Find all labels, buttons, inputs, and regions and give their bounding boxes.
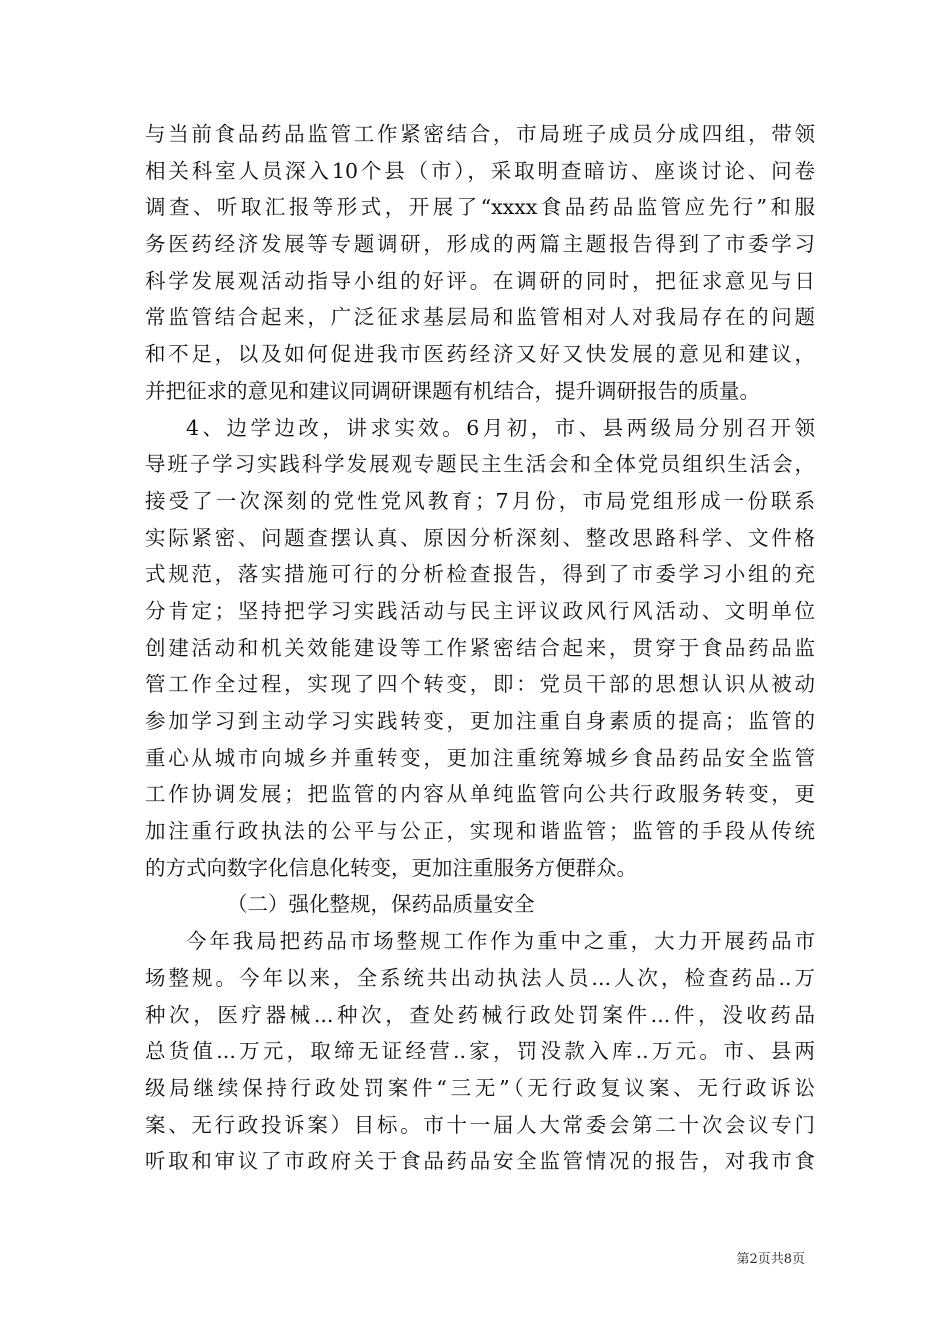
body-line: 案、无行政投诉案）目标。市十一届人大常委会第二十次会议专门 (145, 1112, 815, 1137)
body-line: 加注重行政执法的公平与公正，实现和谐监管；监管的手段从传统 (145, 819, 815, 844)
body-line: 接受了一次深刻的党性党风教育；7月份，市局党组形成一份联系 (145, 488, 815, 513)
body-line: 分肯定；坚持把学习实践活动与民主评议政风行风活动、文明单位 (145, 598, 815, 623)
body-line: 级局继续保持行政处罚案件“三无”（无行政复议案、无行政诉讼 (145, 1075, 815, 1100)
body-line: 导班子学习实践科学发展观专题民主生活会和全体党员组织生活会， (145, 452, 815, 477)
body-line: 管工作全过程，实现了四个转变，即：党员干部的思想认识从被动 (145, 672, 815, 697)
body-line: 相关科室人员深入10个县（市），采取明查暗访、座谈讨论、问卷 (145, 158, 815, 183)
body-line: 与当前食品药品监管工作紧密结合，市局班子成员分成四组，带领 (145, 122, 815, 146)
body-line: 和不足，以及如何促进我市医药经济又好又快发展的意见和建议， (145, 342, 815, 367)
body-line: 并把征求的意见和建议同调研课题有机结合，提升调研报告的质量。 (145, 378, 760, 403)
body-line: 创建活动和机关效能建设等工作紧密结合起来，贯穿于食品药品监 (145, 635, 815, 660)
body-line: 场整规。今年以来，全系统共出动执法人员...人次，检查药品..万 (145, 965, 815, 990)
body-line: 参加学习到主动学习实践转变，更加注重自身素质的提高；监管的 (145, 709, 815, 733)
body-line: 实际紧密、问题查摆认真、原因分析深刻、整改思路科学、文件格 (145, 525, 815, 550)
body-line: 常监管结合起来，广泛征求基层局和监管相对人对我局存在的问题 (145, 305, 815, 330)
body-line: 今年我局把药品市场整规工作作为重中之重，大力开展药品市 (186, 929, 815, 954)
body-line: （二）强化整规，保药品质量安全 (227, 892, 535, 917)
page-number: 第2页共8页 (736, 1252, 805, 1267)
body-line: 重心从城市向城乡并重转变，更加注重统筹城乡食品药品安全监管 (145, 745, 815, 770)
body-line: 式规范，落实措施可行的分析检查报告，得到了市委学习小组的充 (145, 562, 815, 587)
body-line: 种次，医疗器械...种次，查处药械行政处罚案件...件，没收药品 (145, 1002, 815, 1027)
body-line: 务医药经济发展等专题调研，形成的两篇主题报告得到了市委学习 (145, 232, 815, 257)
body-line: 调查、听取汇报等形式，开展了“xxxx食品药品监管应先行”和服 (145, 195, 815, 220)
body-line: 听取和审议了市政府关于食品药品安全监管情况的报告，对我市食 (145, 1149, 815, 1174)
body-line: 的方式向数字化信息化转变，更加注重服务方便群众。 (145, 855, 637, 880)
document-body (145, 116, 815, 1180)
body-line: 工作协调发展；把监管的内容从单纯监管向公共行政服务转变，更 (145, 782, 815, 807)
body-line: 4、边学边改，讲求实效。6月初，市、县两级局分别召开领 (186, 415, 815, 440)
body-line: 总货值...万元，取缔无证经营..家，罚没款入库..万元。市、县两 (145, 1039, 815, 1064)
body-line: 科学发展观活动指导小组的好评。在调研的同时，把征求意见与日 (145, 268, 815, 293)
